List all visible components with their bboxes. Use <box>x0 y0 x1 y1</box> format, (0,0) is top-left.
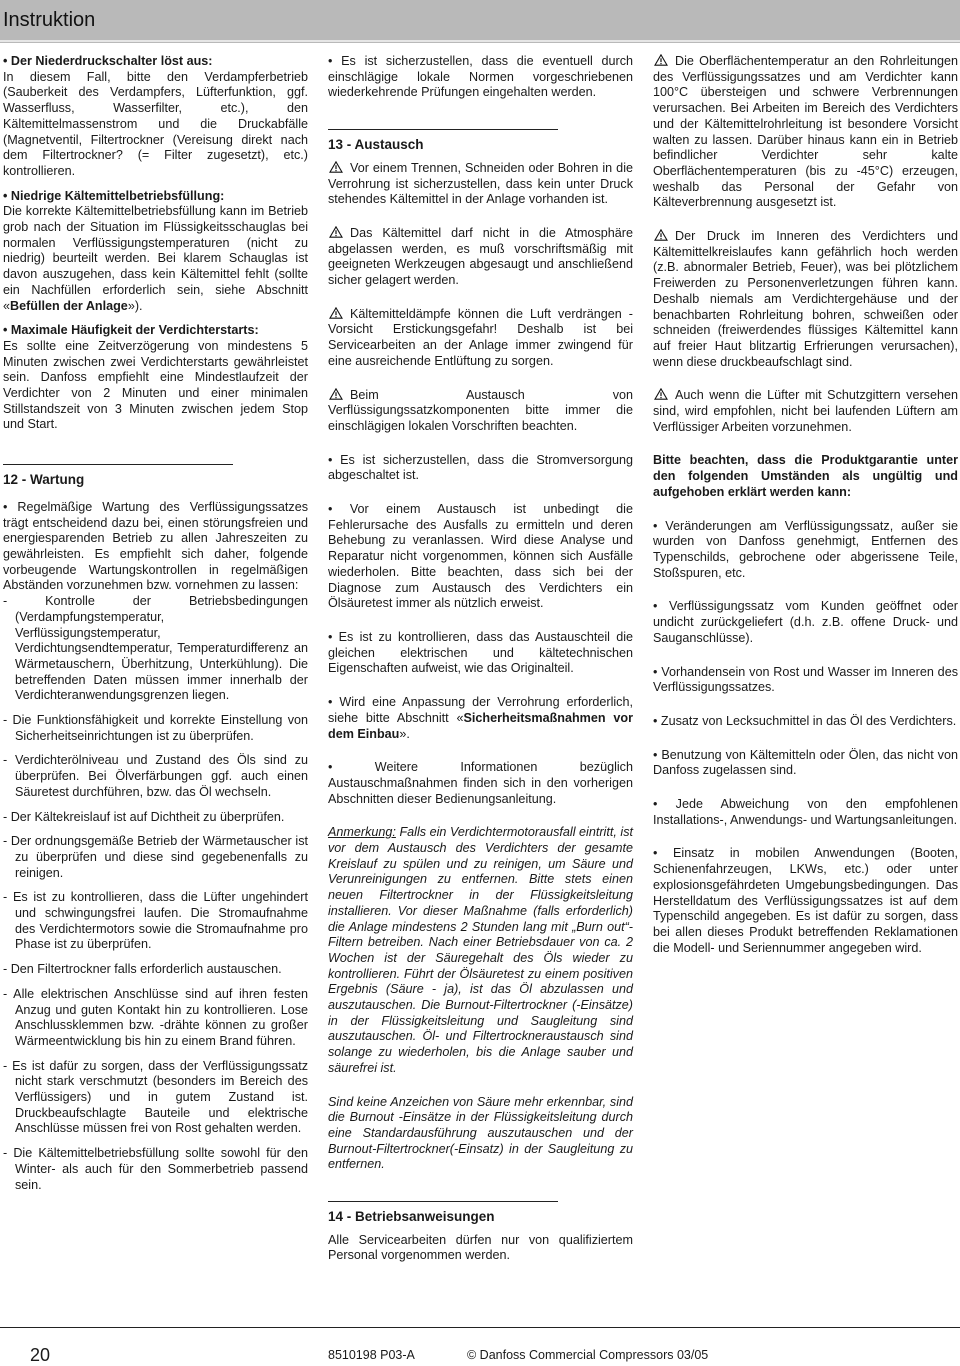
list-item: • Benutzung von Kältemitteln oder Ölen, das nicht von Danfoss zugelassen sind. <box>653 747 958 778</box>
list-item: • Einsatz in mobilen Anwendungen (Booten, Schienenfahrzeugen, LKWs, etc.) oder unter explosionsgefährdeten Umgebungsbedingungen. Das Herstelldatum des Verflüssigungssatzes ist auf dem Typenschild angegeben. Es ist dafür zu sorgen, dass bei allen dieses Produkt betreffenden Reklamationen die Modell- und Seriennummer angegeben wird. <box>653 846 958 955</box>
list-item: - Die Kältemittelbetriebsfüllung sollte sowohl für den Winter- als auch für den Sommerbetrieb passend sein. <box>3 1146 308 1192</box>
list-item: - Der Kältekreislauf ist auf Dichtheit zu überprüfen. <box>3 809 285 824</box>
warning-icon <box>653 229 669 241</box>
niederdruck-text: In diesem Fall, bitte den Verdampferbetrieb (Sauberkeit des Verdampfers, Lüfterfunktion, ggf. Wasserfluss, Wasserfilter, etc.), den Kältemittelmassenstrom und die Druckabfälle (Magnetventil, Filtertrockner (Vereisung direkt nach dem Filtertrockner? (= Filter zugesetzt), etc.) kontrollieren. <box>3 69 308 178</box>
warning-4: Beim Austausch von Verflüssigungssatzkomponenten bitte immer die einschlägigen lokalen Vorschriften beachten. <box>328 387 633 433</box>
list-item: - Alle elektrischen Anschlüsse sind auf ihren festen Anzug und guten Kontakt hin zu kontrollieren. Lose Anschlussklemmen bzw. -drähte können zu großer Wärmeentwicklung bis hin zu einem Brand führen. <box>3 986 308 1048</box>
column-1 <box>3 54 308 1193</box>
fehlerursache-text: • Vor einem Austausch ist unbedingt die Fehlerursache des Ausfalls zu ermitteln und deren Behebung zu veranlassen. Wird diese Analyse und Reparatur nicht vorgenommen, können sich Ausfälle wiederholen. Bitte beachten, dass sich bei der Diagnose zum Austausch des Verdichters ein Ölsäuretest immer als nützlich erweist. <box>328 502 633 611</box>
warning-2: Das Kältemittel darf nicht in die Atmosphäre abgelassen werden, es muß vorschriftsmäßig mit geeigneten Werkzeugen abgesaugt und anschließend sicher gelagert werden. <box>328 225 633 288</box>
warning-icon <box>328 226 344 238</box>
weitere-text: • Weitere Informationen bezüglich Austauschmaßnahmen finden sich in den vorherigen Abschnitten dieser Bedienungsanleitung. <box>328 760 633 806</box>
list-item: • Verflüssigungssatz vom Kunden geöffnet oder undicht zurückgeliefert (d.h. z.B. offene Druck- und Sauganschlüsse). <box>653 599 958 645</box>
section-betrieb-title: 14 - Betriebsanweisungen <box>328 1201 558 1225</box>
list-item: • Veränderungen am Verflüssigungssatz, außer sie wurden von Danfoss genehmigt, Entfernen des Typenschilds, gebrochene oder abgerissene Teile, Stoßspuren, etc. <box>653 518 958 580</box>
niederdruck-heading: • Der Niederdruckschalter löst aus: <box>3 54 213 68</box>
wartung-list <box>3 594 308 1193</box>
warning-5: Die Oberflächentemperatur an den Rohrleitungen des Verflüssigungssatzes und am Verdichter kann 100°C übersteigen und schwere Verbrennungen verursachen. Bei Arbeiten im Bereich des Verdichters und der Kältemittelrohrleitung ist besondere Vorsicht walten zu lassen. Darüber hinaus kann ein in Betrieb befindlicher Verdichter sehr kalte Oberflächentemperaturen (bis zu -45°C) erzeugen, weshalb das Personal der Gefahr von Kälteverbrennung ausgesetzt ist. <box>653 54 958 210</box>
starts-text: Es sollte eine Zeitverzögerung von mindestens 5 Minuten zwischen zwei Verdichterstarts gewährleistet sein. Danfoss empfiehlt eine Mindestlaufzeit der Verdichter von 2 Minuten und einer minimalen Stillstandszeit von 3 Minuten zwischen jedem Stop und Start. <box>3 338 308 432</box>
anmerkung-text: Anmerkung: Falls ein Verdichtermotorausfall eintritt, ist vor dem Austausch des Verdichters der gesamte Kreislauf zu spülen und zu reinigen, um Säure und Verunreinigungen zu entfernen. Bitte stets einen neuen Filtertrockner in der Flüssigkeitsleitung installieren. Vor dieser Maßnahme (falls erforderlich) die Anlage mindestens 2 Stunden lang mit „Burn out“-Filtern betreiben. Nach einer Betriebsdauer von ca. 2 Wochen ist der Säuregehalt des Öls wieder zu kontrollieren. Führt der Ölsäuretest zu einem positiven Ergebnis (Säure - ja), ist das Öl abzulassen und auszutauschen. Die Burnout-Filtertrockner (-Einsätze) in der Flüssigkeitsleitung und Saugleitung sind auszutauschen. Öl- und Filtertrockneraustausch sind solange zu wiederholen, bis die Anlage sauber und säurefrei ist. <box>328 825 633 1075</box>
list-item: • Jede Abweichung von den empfohlenen Installations-, Anwendungs- und Wartungsanleitungen. <box>653 797 958 827</box>
warning-7: Auch wenn die Lüfter mit Schutzgittern versehen sind, wird empfohlen, nicht bei laufenden Lüftern am Verflüssiger Arbeiten vorzunehmen. <box>653 388 958 434</box>
list-item: - Die Funktionsfähigkeit und korrekte Einstellung von Sicherheitseinrichtungen ist zu überprüfen. <box>3 713 308 743</box>
wartung-intro: • Regelmäßige Wartung des Verflüssigungssatzes trägt entscheidend dazu bei, einen störungsfreien und energiesparenden Betrieb zu allen Jahreszeiten zu gewährleisten. Es empfiehlt sich daher, folgende vorbeugende Wartungskontrollen in regelmäßigen Abständen vorzunehmen bzw. vornehmen zu lassen: <box>3 499 308 593</box>
list-item: - Der ordnungsgemäße Betrieb der Wärmetauscher ist zu überprüfen und diese sind gegebenenfalls zu reinigen. <box>3 834 308 880</box>
austauschteil-text: • Es ist zu kontrollieren, dass das Austauschteil die gleichen elektrischen und kältetechnischen Eigenschaften aufweist, wie das Originalteil. <box>328 629 633 676</box>
warning-icon <box>653 54 669 66</box>
list-item: - Es ist dafür zu sorgen, dass der Verflüssigungssatz nicht stark verschmutzt (besonders im Bereich des Verflüssigers) und in gutem Zustand ist. Druckbeaufschlagte Bauteile und elektrische Anschlüsse müssen frei von Rost gehalten werden. <box>3 1058 308 1136</box>
document-number: 8510198 P03-A <box>328 1348 415 1362</box>
warning-icon <box>328 307 344 319</box>
section-austausch-title: 13 - Austausch <box>328 129 558 153</box>
warning-3: Kältemitteldämpfe können die Luft verdrängen - Vorsicht Erstickungsgefahr! Deshalb ist bei Servicearbeiten an der Anlage immer zwingend für eine ausreichende Entlüftung zu sorgen. <box>328 306 633 368</box>
page-title: Instruktion <box>3 9 96 31</box>
section-wartung-title: 12 - Wartung <box>3 464 233 488</box>
normen-text: • Es ist sicherzustellen, dass die eventuell durch einschlägige lokale Normen vorgeschriebenen wiederkehrende Prüfungen eingehalten werden. <box>328 54 633 100</box>
strom-text: • Es ist sicherzustellen, dass die Stromversorgung abgeschaltet ist. <box>328 452 633 483</box>
garantie-heading: Bitte beachten, dass die Produktgarantie unter den folgenden Umständen als ungültig und aufgehoben erklärt werden kann: <box>653 453 958 499</box>
page-number: 20 <box>30 1345 51 1365</box>
starts-heading: • Maximale Häufigkeit der Verdichterstarts: <box>3 323 259 338</box>
copyright-notice: © Danfoss Commercial Compressors 03/05 <box>467 1348 709 1362</box>
list-item: - Verdichterölniveau und Zustand des Öls sind zu überprüfen. Bei Ölverfärbungen ggf. auch einen Säuretest durchführen, bzw. das Öl wechseln. <box>3 753 308 799</box>
header-divider <box>0 40 960 42</box>
column-3 <box>653 54 958 956</box>
fuellung-heading: • Niedrige Kältemittelbetriebsfüllung: <box>3 188 225 203</box>
list-item: - Kontrolle der Betriebsbedingungen (Verdampfungstemperatur, Verflüssigungstemperatur, Verdichtungsendtemperatur, Temperaturdifferenz an Wärmetauschern, Überhitzung, Unterkühlung). Die betreffenden Daten müssen immer innerhalb der Verdichteranwendungsgrenzen liegen. <box>3 594 308 703</box>
betrieb-text: Alle Servicearbeiten dürfen nur von qualifiziertem Personal vorgenommen werden. <box>328 1232 633 1263</box>
list-item: • Vorhandensein von Rost und Wasser im Inneren des Verflüssigungssatzes. <box>653 664 958 695</box>
list-item: - Den Filtertrockner falls erforderlich austauschen. <box>3 962 282 977</box>
warning-icon <box>328 388 344 400</box>
warning-icon <box>653 388 669 400</box>
warning-1: Vor einem Trennen, Schneiden oder Bohren in die Verrohrung ist sicherzustellen, dass kein unter Druck stehendes Kältemittel in der Anlage vorhanden ist. <box>328 160 633 207</box>
page-header <box>0 0 960 43</box>
saeure-text: Sind keine Anzeichen von Säure mehr erkennbar, sind die Burnout -Einsätze in der Flüssigkeitsleitung durch eine Standardausführung auszutauschen und der Burnout-Filtertrockner(-Einsatz) in der Saugleitung zu entfernen. <box>328 1094 633 1172</box>
footer-divider <box>0 1327 960 1328</box>
column-2 <box>328 54 633 1264</box>
warning-icon <box>328 161 344 173</box>
verrohrung-text: • Wird eine Anpassung der Verrohrung erforderlich, siehe bitte Abschnitt «Sicherheitsmaßnahmen vor dem Einbau». <box>328 695 633 741</box>
list-item: • Zusatz von Lecksuchmittel in das Öl des Verdichters. <box>653 713 957 728</box>
list-item: - Es ist zu kontrollieren, dass die Lüfter ungehindert und schwingungsfrei laufen. Die Stromaufnahme des Verdichtermotors sowie die Stromaufnahme pro Phase ist zu überprüfen. <box>3 890 308 952</box>
fuellung-text: Die korrekte Kältemittelbetriebsfüllung kann im Betrieb grob nach der Situation im Flüssigkeitsschauglas bei normalen Verflüssigungstemperaturen (nicht zu niedrig) beurteilt werden. Bei klarem Schauglas ist davon auszugehen, dass kein Kältemittel fehlt (sollte ein Nachfüllen erforderlich sein, siehe Abschnitt «Befüllen der Anlage»). <box>3 204 308 313</box>
warning-6: Der Druck im Inneren des Verdichters und Kältemittelkreislaufes kann gefährlich hoch werden (z.B. abnormaler Betrieb, Feuer), was bei plötzlichem Freiwerden zu Personenverletzungen führen kann. Deshalb niemals am Verdichtergehäuse und der benachbarten Rohrleitung bohren, schweißen oder schneiden (freiwerdendes flüssiges Kältemittel kann auf freier Haut blitzartig Erfrierungen verursachen), wenn diese druckbeaufschlagt sind. <box>653 229 958 369</box>
